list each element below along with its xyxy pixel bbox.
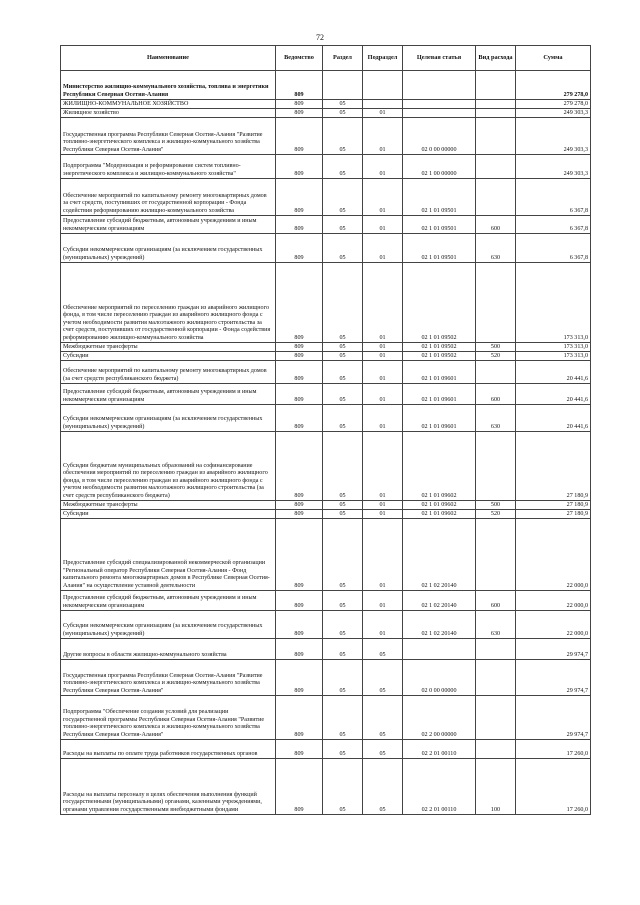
budget-table	[60, 45, 591, 815]
cell-name: Субсидии	[61, 352, 276, 361]
cell-name: Государственная программа Республики Северная Осетия-Алания "Развитие топливно-энергетического комплекса и жилищно-коммунального хозяйства Республики Северная Осетия-Алания"	[61, 660, 276, 696]
table-row	[61, 759, 591, 815]
cell-target	[403, 100, 476, 109]
cell-dept: 809	[276, 352, 323, 361]
cell-section: 05	[323, 510, 363, 519]
table-header-row	[61, 46, 591, 71]
cell-name: Подпрограмма "Обеспечение создания условий для реализации государственной программы Республики Северная Осетия-Алания "Развитие топливно-энергетического комплекса и жилищно-коммунального хозяйства Республики Северная Осетия-Алания"	[61, 696, 276, 740]
cell-exp-type: 500	[476, 343, 516, 352]
cell-target: 02 1 01 09501	[403, 234, 476, 263]
cell-section: 05	[323, 361, 363, 384]
cell-exp-type: 630	[476, 234, 516, 263]
cell-exp-type	[476, 696, 516, 740]
cell-name: Предоставление субсидий специализированной некоммерческой организации "Региональный оператор Республики Северная Осетия-Алания - Фонд капитального ремонта многоквартирных домов в Республике Северная Осетия-Алания" на осуществление уставной деятельности	[61, 519, 276, 591]
cell-section: 05	[323, 759, 363, 815]
table-row	[61, 384, 591, 405]
cell-sum: 22 000,0	[516, 519, 591, 591]
cell-sum: 6 367,8	[516, 216, 591, 234]
cell-name: Предоставление субсидий бюджетным, автономным учреждениям и иным некоммерческим организациям	[61, 384, 276, 405]
cell-subsection: 01	[363, 263, 403, 343]
cell-target: 02 1 01 09502	[403, 343, 476, 352]
cell-exp-type	[476, 109, 516, 118]
cell-dept: 809	[276, 155, 323, 179]
cell-sum: 173 313,0	[516, 263, 591, 343]
cell-sum: 29 974,7	[516, 639, 591, 660]
page-number: 72	[316, 33, 324, 42]
cell-dept: 809	[276, 501, 323, 510]
cell-dept: 809	[276, 405, 323, 432]
cell-section	[323, 71, 363, 100]
cell-exp-type	[476, 179, 516, 216]
cell-name: Предоставление субсидий бюджетным, автономным учреждениям и иным некоммерческим организациям	[61, 216, 276, 234]
cell-target: 02 1 01 09602	[403, 501, 476, 510]
cell-dept: 809	[276, 696, 323, 740]
cell-target: 02 1 01 09502	[403, 263, 476, 343]
cell-section: 05	[323, 352, 363, 361]
table-row	[61, 510, 591, 519]
cell-name: Субсидии	[61, 510, 276, 519]
cell-exp-type	[476, 361, 516, 384]
cell-exp-type	[476, 155, 516, 179]
cell-section: 05	[323, 234, 363, 263]
cell-dept: 809	[276, 234, 323, 263]
cell-subsection: 01	[363, 384, 403, 405]
cell-sum: 22 000,0	[516, 611, 591, 639]
cell-name: Межбюджетные трансферты	[61, 343, 276, 352]
cell-subsection	[363, 71, 403, 100]
cell-subsection: 05	[363, 660, 403, 696]
cell-exp-type	[476, 660, 516, 696]
cell-sum: 27 180,9	[516, 510, 591, 519]
table-row	[61, 263, 591, 343]
table-row	[61, 234, 591, 263]
cell-target: 02 1 01 09502	[403, 352, 476, 361]
cell-exp-type: 520	[476, 352, 516, 361]
cell-subsection: 05	[363, 740, 403, 759]
table-row	[61, 343, 591, 352]
cell-dept: 809	[276, 118, 323, 155]
cell-exp-type	[476, 639, 516, 660]
cell-sum: 29 974,7	[516, 660, 591, 696]
cell-name: ЖИЛИЩНО-КОММУНАЛЬНОЕ ХОЗЯЙСТВО	[61, 100, 276, 109]
cell-subsection: 01	[363, 432, 403, 501]
cell-dept: 809	[276, 179, 323, 216]
cell-sum: 27 180,9	[516, 501, 591, 510]
cell-exp-type: 500	[476, 501, 516, 510]
cell-dept: 809	[276, 639, 323, 660]
table-row	[61, 405, 591, 432]
cell-sum: 27 180,9	[516, 432, 591, 501]
cell-exp-type: 600	[476, 216, 516, 234]
cell-exp-type: 630	[476, 405, 516, 432]
cell-section: 05	[323, 696, 363, 740]
cell-name: Предоставление субсидий бюджетным, автономным учреждениям и иным некоммерческим организациям	[61, 591, 276, 611]
cell-exp-type	[476, 100, 516, 109]
cell-sum: 6 367,8	[516, 234, 591, 263]
cell-sum: 20 441,6	[516, 405, 591, 432]
cell-subsection: 05	[363, 759, 403, 815]
cell-section: 05	[323, 740, 363, 759]
cell-subsection: 01	[363, 510, 403, 519]
cell-dept: 809	[276, 384, 323, 405]
cell-name: Субсидии некоммерческим организациям (за исключением государственных (муниципальных) учреждений)	[61, 405, 276, 432]
header-target: Целевая статья	[403, 46, 476, 71]
cell-sum: 22 000,0	[516, 591, 591, 611]
header-subsection: Подраздел	[363, 46, 403, 71]
cell-subsection: 05	[363, 639, 403, 660]
cell-name: Подпрограмма "Модернизация и реформирование систем топливно-энергетического комплекса и жилищно-коммунального хозяйства"	[61, 155, 276, 179]
cell-name: Жилищное хозяйство	[61, 109, 276, 118]
cell-target: 02 1 01 09501	[403, 216, 476, 234]
cell-subsection	[363, 100, 403, 109]
cell-sum: 17 260,0	[516, 740, 591, 759]
cell-target	[403, 109, 476, 118]
cell-target: 02 2 00 00000	[403, 696, 476, 740]
cell-section: 05	[323, 432, 363, 501]
cell-dept: 809	[276, 759, 323, 815]
cell-subsection: 05	[363, 696, 403, 740]
table-row	[61, 100, 591, 109]
cell-dept: 809	[276, 591, 323, 611]
cell-sum: 20 441,6	[516, 384, 591, 405]
cell-sum: 249 303,3	[516, 118, 591, 155]
cell-name: Обеспечение мероприятий по капитальному ремонту многоквартирных домов (за счет средств республиканского бюджета)	[61, 361, 276, 384]
cell-exp-type	[476, 432, 516, 501]
table-row	[61, 696, 591, 740]
cell-exp-type	[476, 519, 516, 591]
cell-subsection: 01	[363, 343, 403, 352]
cell-dept: 809	[276, 611, 323, 639]
cell-name: Субсидии некоммерческим организациям (за исключением государственных (муниципальных) учреждений)	[61, 234, 276, 263]
cell-exp-type	[476, 740, 516, 759]
cell-sum: 173 313,0	[516, 343, 591, 352]
cell-dept: 809	[276, 343, 323, 352]
cell-section: 05	[323, 118, 363, 155]
cell-dept: 809	[276, 109, 323, 118]
cell-target	[403, 71, 476, 100]
cell-subsection: 01	[363, 352, 403, 361]
cell-target: 02 0 00 00000	[403, 118, 476, 155]
cell-name: Субсидии некоммерческим организациям (за исключением государственных (муниципальных) учреждений)	[61, 611, 276, 639]
table-row	[61, 179, 591, 216]
cell-target	[403, 639, 476, 660]
cell-sum: 6 367,8	[516, 179, 591, 216]
cell-dept: 809	[276, 740, 323, 759]
cell-subsection: 01	[363, 155, 403, 179]
cell-exp-type: 600	[476, 591, 516, 611]
cell-subsection: 01	[363, 405, 403, 432]
cell-exp-type: 630	[476, 611, 516, 639]
cell-exp-type	[476, 71, 516, 100]
header-sum: Сумма	[516, 46, 591, 71]
table-row	[61, 611, 591, 639]
cell-subsection: 01	[363, 361, 403, 384]
cell-exp-type: 600	[476, 384, 516, 405]
cell-target: 02 1 01 09602	[403, 510, 476, 519]
cell-section: 05	[323, 591, 363, 611]
header-dept: Ведомство	[276, 46, 323, 71]
cell-target: 02 1 00 00000	[403, 155, 476, 179]
cell-name: Обеспечение мероприятий по капитальному ремонту многоквартирных домов за счет средств, поступивших от государственной корпорации - Фонда содействия реформированию жилищно-коммунального хозяйства	[61, 179, 276, 216]
cell-section: 05	[323, 109, 363, 118]
cell-subsection: 01	[363, 501, 403, 510]
cell-sum: 249 303,3	[516, 155, 591, 179]
cell-subsection: 01	[363, 216, 403, 234]
table-row	[61, 501, 591, 510]
cell-dept: 809	[276, 432, 323, 501]
cell-subsection: 01	[363, 179, 403, 216]
table-row	[61, 71, 591, 100]
cell-sum: 249 303,3	[516, 109, 591, 118]
cell-target: 02 2 01 00110	[403, 759, 476, 815]
table-row	[61, 660, 591, 696]
table-row	[61, 639, 591, 660]
cell-section: 05	[323, 611, 363, 639]
cell-section: 05	[323, 405, 363, 432]
table-row	[61, 361, 591, 384]
cell-subsection: 01	[363, 109, 403, 118]
cell-section: 05	[323, 384, 363, 405]
cell-dept: 809	[276, 510, 323, 519]
table-row	[61, 352, 591, 361]
cell-target: 02 1 01 09602	[403, 432, 476, 501]
cell-target: 02 1 01 09501	[403, 179, 476, 216]
cell-target: 02 1 01 09601	[403, 405, 476, 432]
cell-exp-type	[476, 263, 516, 343]
cell-subsection: 01	[363, 591, 403, 611]
cell-dept: 809	[276, 71, 323, 100]
cell-section: 05	[323, 179, 363, 216]
cell-subsection: 01	[363, 234, 403, 263]
cell-name: Другие вопросы в области жилищно-коммунального хозяйства	[61, 639, 276, 660]
cell-section: 05	[323, 519, 363, 591]
cell-name: Межбюджетные трансферты	[61, 501, 276, 510]
cell-sum: 29 974,7	[516, 696, 591, 740]
cell-dept: 809	[276, 216, 323, 234]
cell-section: 05	[323, 263, 363, 343]
table-row	[61, 432, 591, 501]
cell-subsection: 01	[363, 611, 403, 639]
cell-dept: 809	[276, 263, 323, 343]
cell-target: 02 1 02 20140	[403, 519, 476, 591]
cell-section: 05	[323, 501, 363, 510]
cell-sum: 279 278,0	[516, 71, 591, 100]
cell-dept: 809	[276, 100, 323, 109]
cell-sum: 173 313,0	[516, 352, 591, 361]
cell-exp-type	[476, 118, 516, 155]
table-row	[61, 740, 591, 759]
cell-section: 05	[323, 639, 363, 660]
cell-target: 02 1 02 20140	[403, 591, 476, 611]
cell-sum: 20 441,6	[516, 361, 591, 384]
cell-sum: 17 260,0	[516, 759, 591, 815]
cell-exp-type: 520	[476, 510, 516, 519]
header-section: Раздел	[323, 46, 363, 71]
cell-name: Расходы на выплаты персоналу в целях обеспечения выполнения функций государственными (муниципальными) органами, казенными учреждениями, органами управления государственными внебюджетными фондами	[61, 759, 276, 815]
cell-dept: 809	[276, 361, 323, 384]
cell-section: 05	[323, 100, 363, 109]
cell-name: Расходы на выплаты по оплате труда работников государственных органов	[61, 740, 276, 759]
cell-name: Обеспечение мероприятий по переселению граждан из аварийного жилищного фонда, в том числе переселению граждан из аварийного жилищного фонда с учетом необходимости развития малоэтажного жилищного строительства за счет средств, поступивших от государственной корпорации - Фонда содействия реформированию жилищно-коммунального хозяйства	[61, 263, 276, 343]
cell-section: 05	[323, 216, 363, 234]
table-row	[61, 519, 591, 591]
cell-section: 05	[323, 660, 363, 696]
cell-name: Государственная программа Республики Северная Осетия-Алания "Развитие топливно-энергетического комплекса и жилищно-коммунального хозяйства Республики Северная Осетия-Алания"	[61, 118, 276, 155]
cell-name: Субсидии бюджетам муниципальных образований на софинансирование обеспечения мероприятий по переселению граждан из аварийного жилищного фонда, в том числе переселению граждан из аварийного жилищного фонда с учетом необходимости развития малоэтажного жилищного строительства (за счет средств республиканского бюджета)	[61, 432, 276, 501]
cell-dept: 809	[276, 660, 323, 696]
table-row	[61, 216, 591, 234]
cell-subsection: 01	[363, 118, 403, 155]
cell-section: 05	[323, 343, 363, 352]
table-row	[61, 155, 591, 179]
table-row	[61, 591, 591, 611]
cell-name: Министерство жилищно-коммунального хозяйства, топлива и энергетики Республики Северная Осетия-Алания	[61, 71, 276, 100]
header-name: Наименование	[61, 46, 276, 71]
table-row	[61, 109, 591, 118]
cell-target: 02 1 02 20140	[403, 611, 476, 639]
cell-dept: 809	[276, 519, 323, 591]
cell-target: 02 2 01 00110	[403, 740, 476, 759]
table-row	[61, 118, 591, 155]
header-exp-type: Вид расхода	[476, 46, 516, 71]
cell-target: 02 1 01 09601	[403, 361, 476, 384]
cell-subsection: 01	[363, 519, 403, 591]
cell-sum: 279 278,0	[516, 100, 591, 109]
cell-target: 02 1 01 09601	[403, 384, 476, 405]
cell-target: 02 0 00 00000	[403, 660, 476, 696]
cell-section: 05	[323, 155, 363, 179]
cell-exp-type: 100	[476, 759, 516, 815]
